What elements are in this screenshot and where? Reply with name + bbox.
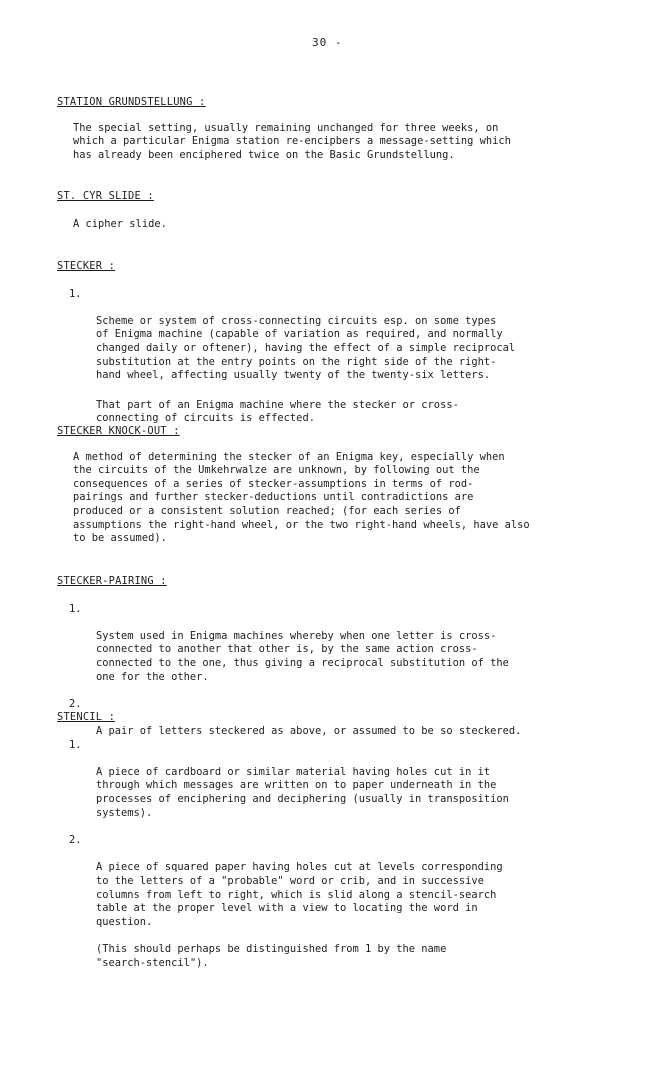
- definition-item: [69, 602, 566, 685]
- glossary-entry-st-cyr-slide: [0, 190, 650, 231]
- entry-heading: ST. CYR SLIDE :: [57, 190, 154, 202]
- item-number: 1.: [69, 287, 82, 300]
- page-number: 30 -: [312, 36, 343, 49]
- item-number: 1.: [69, 602, 82, 615]
- glossary-entry-station-grundstellung: [0, 96, 650, 162]
- item-number: 2.: [69, 834, 82, 847]
- definition-item: [69, 738, 566, 821]
- item-text: Scheme or system of cross-connecting circuits esp. on some types of Enigma machine (capable of variation as required, and normally changed daily or oftener), having the effect of a simple reciprocal substitution at the entry points on the right side of the right- hand wheel, affecting usually twenty of the twenty-six letters.: [96, 314, 516, 382]
- item-text: A pair of letters steckered as above, or assumed to be so steckered.: [96, 725, 522, 738]
- item-number: 1.: [69, 738, 82, 751]
- entry-note: That part of an Enigma machine where the stecker or cross- connecting of circuits is effected.: [96, 398, 459, 425]
- item-text: A piece of cardboard or similar material having holes cut in it through which messages are written on to paper underneath in the processes of enciphering and deciphering (usually in transposition systems).: [96, 765, 509, 819]
- entry-heading: STECKER :: [57, 260, 116, 272]
- definition-item: [69, 287, 566, 383]
- entry-heading: STECKER KNOCK-OUT :: [57, 425, 180, 437]
- entry-note: (This should perhaps be distinguished from 1 by the name "search-stencil").: [96, 943, 447, 969]
- entry-heading: STECKER-PAIRING :: [57, 575, 167, 587]
- item-text: System used in Enigma machines whereby when one letter is cross- connected to another that other is, by the same action cross- connected to the one, thus giving a reciprocal substitution of the one for the other.: [96, 629, 509, 683]
- glossary-entry-stencil: [0, 711, 650, 971]
- entry-definition: A method of determining the stecker of an Enigma key, especially when the circuits of the Umkehrwalze are unknown, by following out the consequences of a series of stecker-assumptions in terms of rod- pairings and further stecker-deductions until contradictions are produced or a consistent solution reached; (for each series of assumptions the right-hand wheel, or the two right-hand wheels, have also to be assumed).: [73, 450, 530, 545]
- glossary-entry-stecker: [0, 260, 650, 426]
- item-text: A piece of squared paper having holes cut at levels corresponding to the letters of a "probable" word or crib, and in successive columns from left to right, which is slid along a stencil-search table at the proper level with a view to locating the word in question.: [96, 861, 503, 928]
- entry-heading: STENCIL :: [57, 711, 116, 723]
- entry-heading: STATION GRUNDSTELLUNG :: [57, 96, 206, 108]
- entry-definition: The special setting, usually remaining unchanged for three weeks, on which a particular Enigma station re-encipbers a message-setting which has already been enciphered twice on the Basic Grundstellung.: [73, 121, 511, 161]
- item-number: 2.: [69, 698, 82, 711]
- entry-definition: A cipher slide.: [73, 217, 167, 230]
- definition-item: [69, 834, 566, 929]
- glossary-entry-stecker-knock-out: [0, 425, 650, 546]
